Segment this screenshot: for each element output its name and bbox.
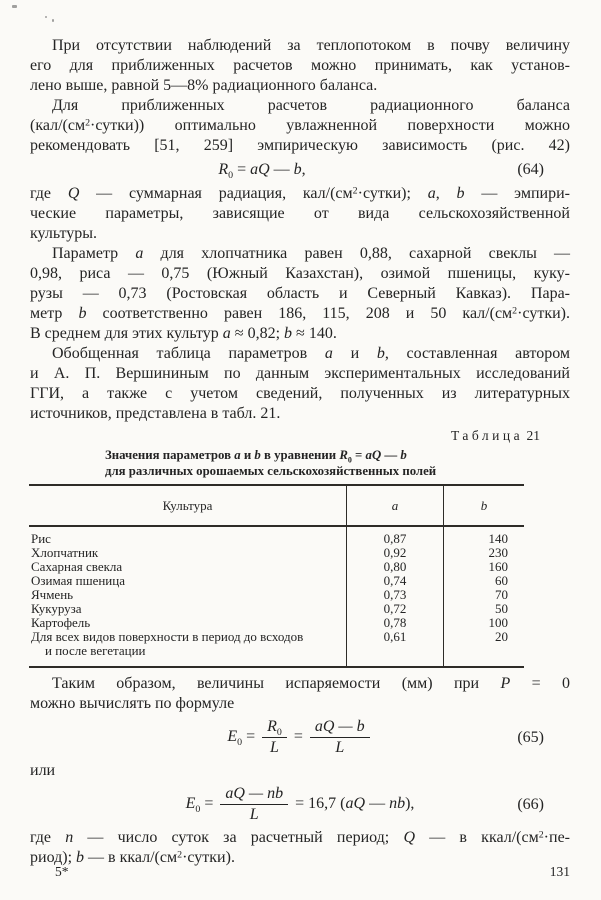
text-line: его для приближенных расчетов можно принимать, как установ- xyxy=(30,57,570,74)
table-cell-b: 160 xyxy=(488,559,508,574)
conjunction-or: или xyxy=(30,762,56,779)
table-column-a xyxy=(346,527,443,666)
table-cell-culture-wrap: и после вегетации xyxy=(45,643,146,658)
paragraph-parameter-a xyxy=(30,244,570,344)
table-cell-culture: Сахарная свекла xyxy=(31,559,123,574)
table-cell-culture: Ячмень xyxy=(31,587,74,602)
paragraph-where-q xyxy=(30,184,570,244)
table-cell-a: 0,74 xyxy=(383,573,407,588)
table-cell-a: 0,87 xyxy=(383,531,407,546)
table-body xyxy=(29,527,524,666)
text-line: можно вычислять по формуле xyxy=(30,695,235,712)
table-cell-a: 0,73 xyxy=(383,587,407,602)
table-header-culture: Культура xyxy=(162,498,213,513)
equation-66-number: (66) xyxy=(517,795,544,813)
table-cell-a: 0,78 xyxy=(383,615,407,630)
text-line: источников, представлена в табл. 21. xyxy=(30,405,281,422)
paragraph-radiation-balance xyxy=(30,96,570,156)
table-header-b: b xyxy=(443,486,524,525)
table-cell-a: 0,80 xyxy=(383,559,407,574)
signature-mark: 5* xyxy=(55,864,69,879)
table-cell-b: 230 xyxy=(488,545,508,560)
scan-speck xyxy=(12,5,17,8)
equation-66 xyxy=(30,785,570,824)
table-label-word: Таблица xyxy=(451,428,524,443)
table-cell-a: 0,61 xyxy=(383,629,407,644)
text-line: В среднем для этих культур a ≈ 0,82; b ≈ 140. xyxy=(30,325,337,342)
text-line: ческие параметры, зависящие от вида сельскохозяйственной xyxy=(30,205,570,222)
page-footer xyxy=(30,864,570,880)
text-line: рекомендовать [51, 259] эмпирическую зависимость (рис. 42) xyxy=(30,137,570,154)
text-line: Обобщенная таблица параметров a и b, составленная автором xyxy=(52,345,571,362)
scan-speck xyxy=(45,16,47,18)
paragraph-thus xyxy=(30,674,570,714)
text-line: Параметр a для хлопчатника равен 0,88, сахарной свеклы — xyxy=(52,245,570,262)
table-cell-b: 100 xyxy=(488,615,508,630)
table-cell-b: 140 xyxy=(488,531,508,546)
table-cell-a: 0,92 xyxy=(383,545,407,560)
equation-66-body xyxy=(186,785,415,824)
fraction xyxy=(220,785,288,824)
text-line: $(кал/(см^2\cdot сутки))$ оптимально увлажненной поверхности можно xyxy=(30,117,570,134)
paragraph-generalized-table xyxy=(30,344,570,424)
table-cell-b: 20 xyxy=(495,629,508,644)
table-caption xyxy=(105,448,570,479)
fraction-denominator: L xyxy=(249,806,259,823)
table-cell-b: 70 xyxy=(495,587,508,602)
table-cell-culture: Кукуруза xyxy=(31,601,82,616)
paragraph-where-n xyxy=(30,828,570,868)
table-caption-line: для различных орошаемых сельскохозяйственных полей xyxy=(105,463,437,478)
table-cell-b: 60 xyxy=(495,573,508,588)
fraction-numerator: aQ — b xyxy=(310,718,370,738)
table-column-b xyxy=(443,527,524,666)
table-cell-culture: Картофель xyxy=(31,615,91,630)
text-line: лено выше, равной 5—8% радиационного баланса. xyxy=(30,77,378,94)
text-line: где n — число суток за расчетный период; Q — в ккал/($см^2\cdot пе-$ xyxy=(30,829,570,846)
text-line: ГГИ, а также с учетом сведений, полученных из литературных xyxy=(30,385,570,402)
equation-65-body xyxy=(227,718,372,757)
table-cell-culture: Для всех видов поверхности в период до всходов xyxy=(31,629,304,644)
text-line: Таким образом, величины испаряемости (мм) при P = 0 xyxy=(52,675,570,692)
text-line: Для приближенных расчетов радиационного баланса xyxy=(52,97,570,114)
table-cell-culture: Озимая пшеница xyxy=(31,573,125,588)
equation-65-number: (65) xyxy=(517,728,544,746)
equation-64-body: $R_0$ = aQ — b, xyxy=(218,161,306,182)
fraction xyxy=(310,718,370,757)
equation-66-rhs: = 16,7 (aQ — nb), xyxy=(295,795,415,813)
page-number: 131 xyxy=(549,864,570,879)
table-label xyxy=(30,428,570,444)
fraction xyxy=(262,718,287,757)
table-cell-culture: Хлопчатник xyxy=(31,545,99,560)
text-line: 0,98, риса — 0,75 (Южный Казахстан), озимой пшеницы, куку- xyxy=(30,265,570,282)
text-line: метр b соответственно равен 186, 115, 208 и 50 кал/$(см^2\cdot сутки)$. xyxy=(30,305,570,322)
text-line: рузы — 0,73 (Ростовская область и Северный Кавказ). Пара- xyxy=(30,285,570,302)
scan-speck xyxy=(52,19,54,22)
text-line: культуры. xyxy=(30,225,98,242)
text-line: где Q — суммарная радиация, кал/$(см^2\cdot сутки)$; a, b — эмпири- xyxy=(30,185,570,202)
table-label-number: 21 xyxy=(526,428,540,443)
table-column-culture xyxy=(29,527,346,666)
fraction-numerator: $R_0$ xyxy=(262,718,287,738)
table-header-row xyxy=(29,486,524,527)
equation-66-lhs: $E_0$ = xyxy=(185,795,214,816)
table-cell-culture: Рис xyxy=(31,531,51,546)
table-cell-b: 50 xyxy=(495,601,508,616)
parameters-table xyxy=(29,484,524,668)
equation-65 xyxy=(30,718,570,757)
text-line: риод); b — в ккал/$(см^2\cdot сутки)$. xyxy=(30,849,235,866)
table-header-a: a xyxy=(346,486,443,525)
paragraph-heat-flow xyxy=(30,36,570,96)
table-cell-a: 0,72 xyxy=(383,601,407,616)
fraction-denominator: L xyxy=(335,739,345,756)
equation-64 xyxy=(30,160,570,180)
text-line: При отсутствии наблюдений за теплопотоком в почву величину xyxy=(52,37,570,54)
equation-65-lhs: $E_0$ = xyxy=(227,728,256,749)
text-line: и А. П. Вершининым по данным экспериментальных исследований xyxy=(30,365,570,382)
equation-65-equals: = xyxy=(293,728,303,746)
table-caption-line: Значения параметров a и b в уравнении $R_0$ = aQ — b xyxy=(105,448,407,465)
fraction-denominator: L xyxy=(270,739,279,756)
fraction-numerator: aQ — nb xyxy=(220,785,288,805)
equation-64-number: (64) xyxy=(517,161,544,178)
